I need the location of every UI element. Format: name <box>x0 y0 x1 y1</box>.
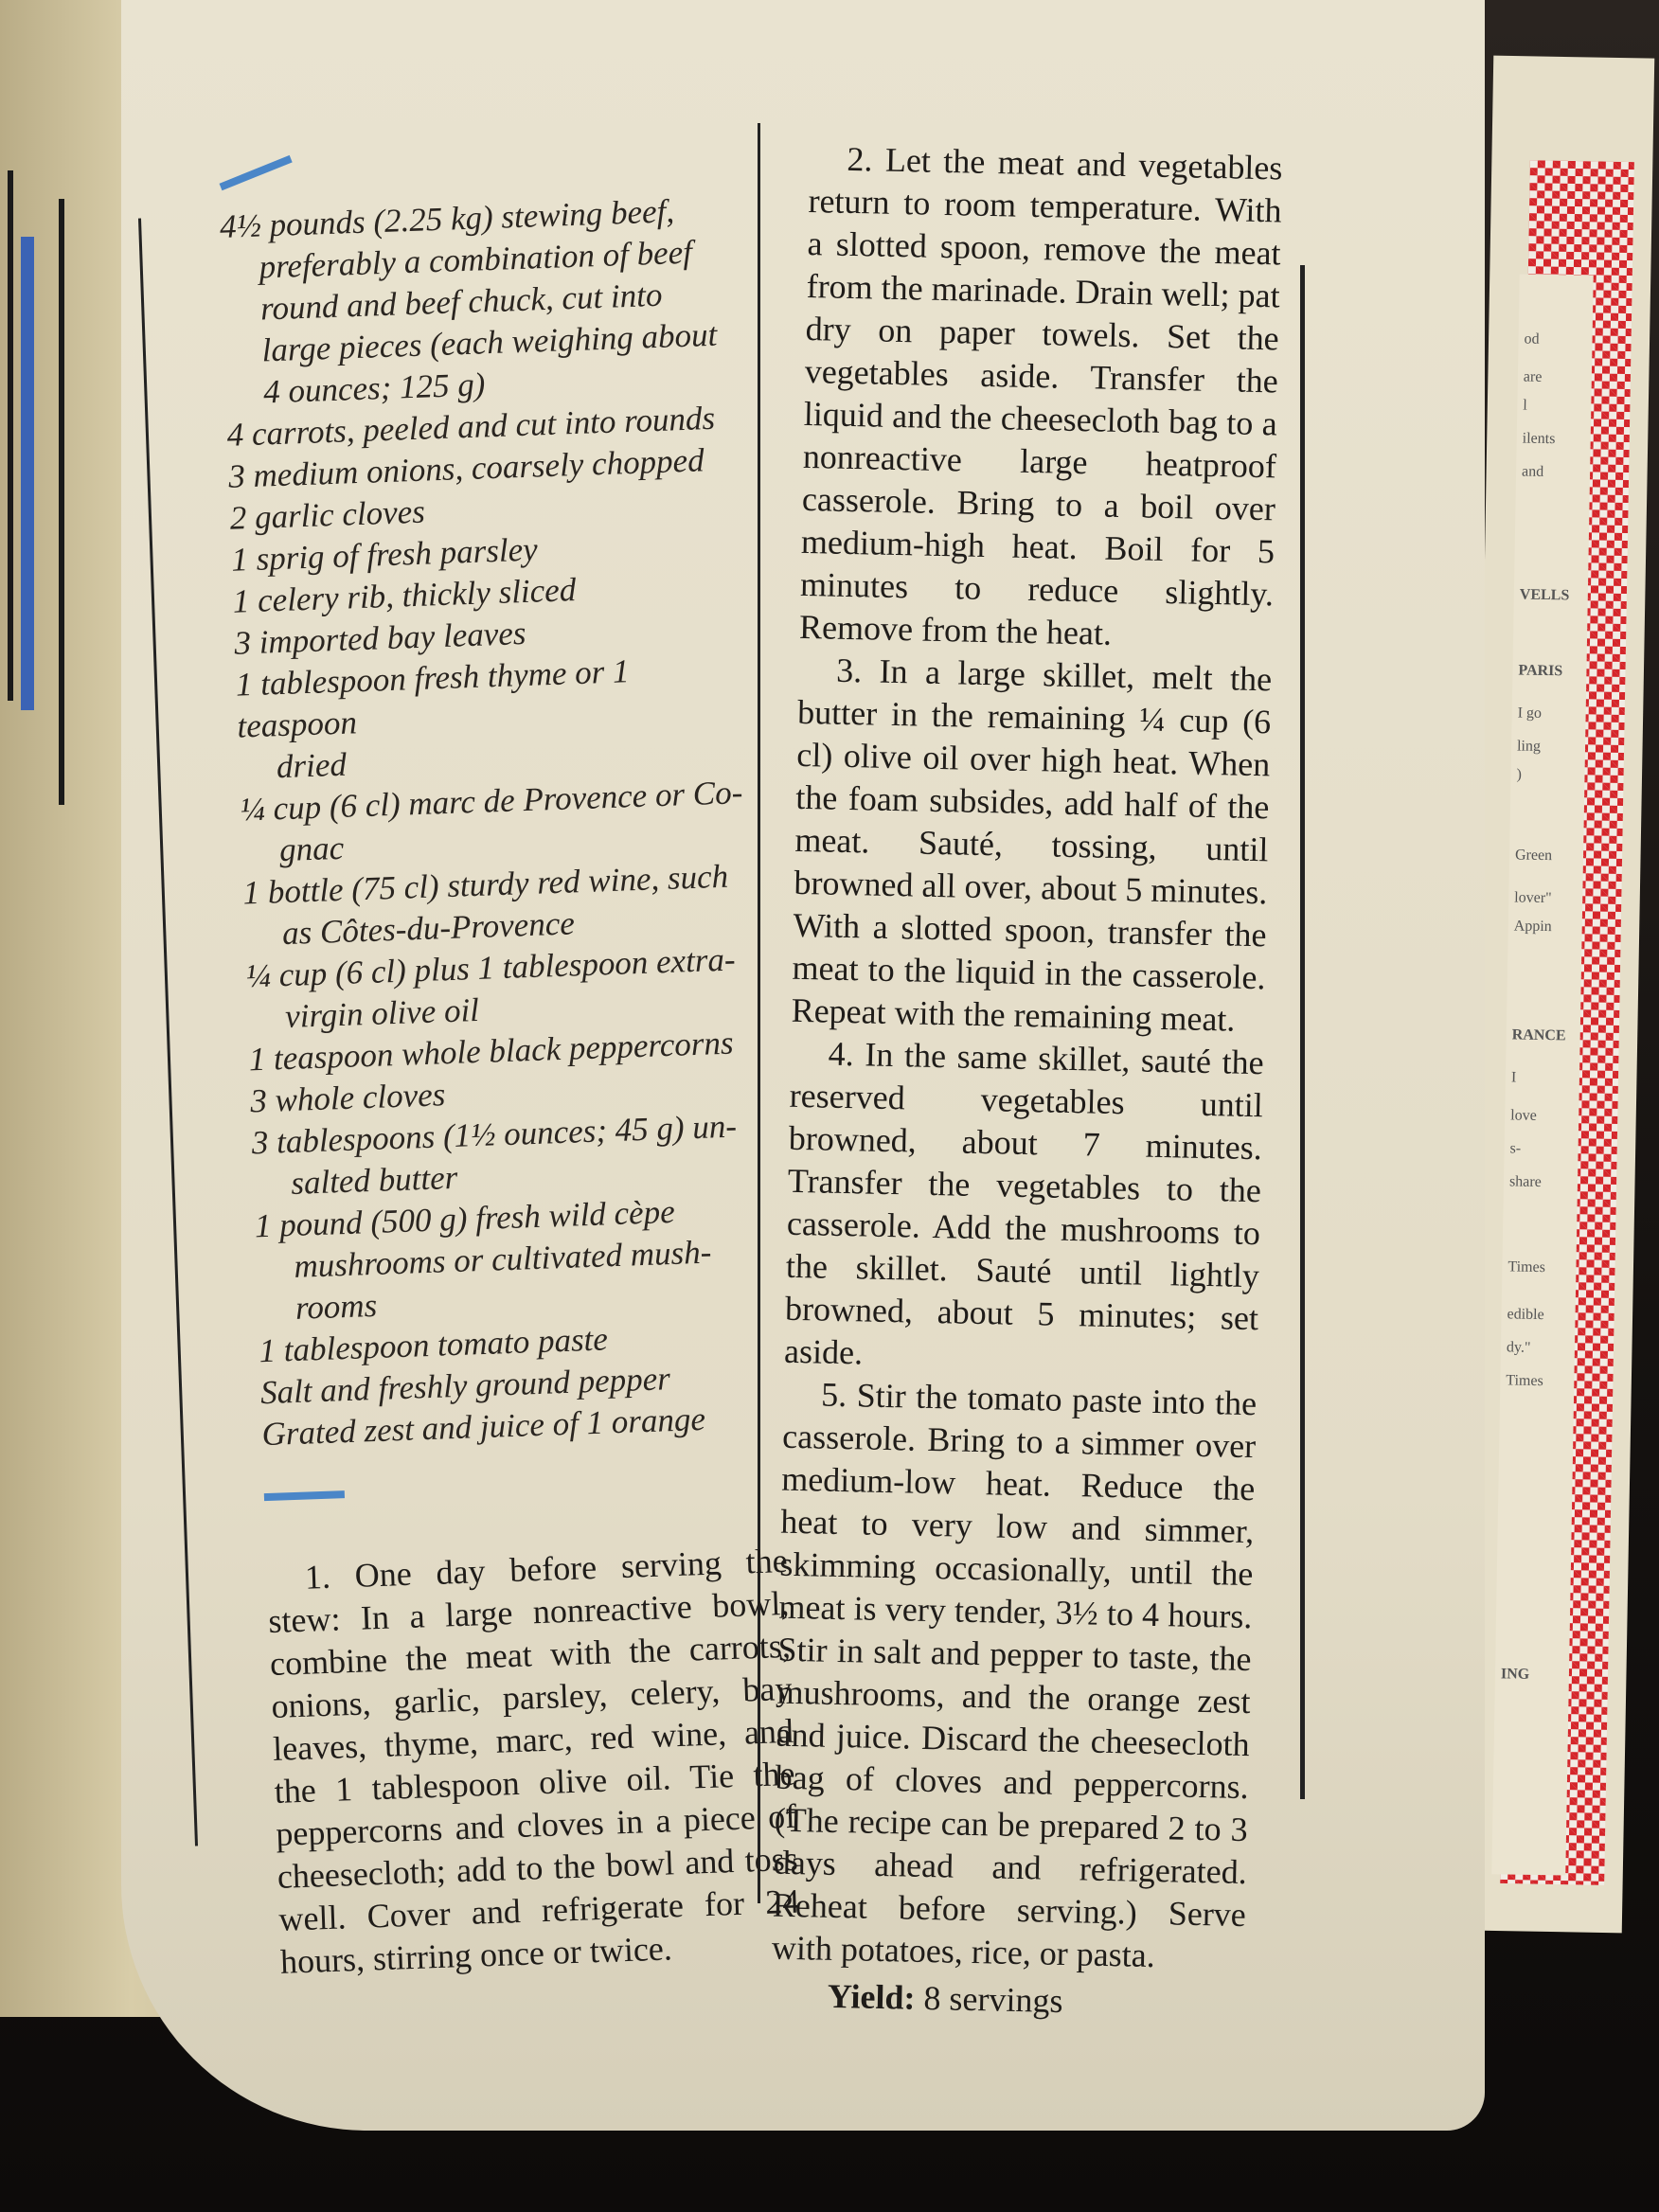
ingredient-line: 1 bottle (75 cl) sturdy red wine, such <box>241 857 729 912</box>
ingredient-line: 3 whole cloves <box>249 1076 446 1120</box>
step-4: 4. In the same skillet, sauté the reserved vegetables until browned, about 7 minutes. Transfer the vegetables to the casserole. Add the mushrooms to the skillet. Sauté until lightly browned, about 5 minutes; set aside. <box>783 1034 1265 1372</box>
yield-label: Yield: <box>827 1976 916 2017</box>
ingredient-continuation: gnac <box>278 829 345 869</box>
neighbor-fragment: PARIS <box>1518 662 1563 680</box>
neighbor-fragment: l <box>1523 397 1527 414</box>
ingredient-continuation: dried <box>276 745 348 786</box>
neighbor-fragment: od <box>1524 330 1540 348</box>
ingredient-continuation: as Côtes-du-Provence <box>281 904 576 953</box>
neighbor-fragment: Times <box>1507 1258 1546 1276</box>
yield-value: 8 servings <box>923 1978 1063 2021</box>
ingredient-line: 1 tablespoon tomato paste <box>258 1320 609 1370</box>
neighbor-fragment: ) <box>1516 766 1523 783</box>
page-rule <box>8 170 13 701</box>
ingredient-continuation: 4 ounces; 125 g) <box>262 366 486 411</box>
ingredient-continuation: round and beef chuck, cut into <box>259 276 663 328</box>
neighbor-fragment: Appin <box>1513 918 1552 936</box>
neighbor-fragment: VELLS <box>1519 586 1570 604</box>
ingredient-list <box>219 188 783 1455</box>
neighbor-fragment: and <box>1521 463 1544 480</box>
neighbor-fragment: RANCE <box>1511 1026 1566 1044</box>
ingredient-continuation: large pieces (each weighing about <box>260 315 718 369</box>
ingredient-line: 1 teaspoon whole black peppercorns <box>248 1024 735 1079</box>
neighbor-fragment: ING <box>1500 1666 1530 1683</box>
right-border-rule <box>1300 265 1305 1799</box>
ingredient-line: 1 celery rib, thickly sliced <box>232 571 577 620</box>
ingredient-line: 3 imported bay leaves <box>233 614 527 662</box>
left-border-rule <box>138 218 198 1846</box>
neighbor-fragment: edible <box>1507 1306 1544 1324</box>
neighbor-fragment: I <box>1510 1069 1517 1086</box>
ingredient-line: 1 pound (500 g) fresh wild cèpe <box>254 1192 676 1245</box>
ingredient-continuation: virgin olive oil <box>284 990 480 1036</box>
ingredient-line: ¼ cup (6 cl) marc de Provence or Co- <box>239 774 743 829</box>
step-2: 2. Let the meat and vegetables return to room temperature. With a slotted spoon, remove the meat from the marinade. Drain well; pat dry on paper towels. Set the vegetables aside. Transfer the liquid and the cheesecloth bag to a nonreactive large heatproof casserole. Bring to a boil over medium-high heat. Boil for 5 minutes to reduce slightly. Remove from the heat. <box>798 139 1283 652</box>
ingredient-continuation: salted butter <box>290 1158 458 1202</box>
blue-rule <box>21 237 34 710</box>
neighbor-fragment: s- <box>1509 1140 1522 1157</box>
ingredient-line: 3 tablespoons (1½ ounces; 45 g) un- <box>251 1107 738 1162</box>
ingredient-line: 4 carrots, peeled and cut into rounds <box>226 399 716 454</box>
neighbor-fragment: Green <box>1514 847 1553 865</box>
step-3: 3. In a large skillet, melt the butter in the remaining ¼ cup (6 cl) olive oil over high heat. When the foam subsides, add half of the meat. Sauté, tossing, until browned all over, about 5 minutes. With a slotted spoon, transfer the meat to the liquid in the casserole. Repeat with the remaining meat. <box>791 651 1273 1039</box>
neighbor-fragment: ling <box>1516 738 1542 755</box>
ingredient-line: Grated zest and juice of 1 orange <box>260 1400 706 1454</box>
ingredient-line: 1 tablespoon fresh thyme or 1 teaspoon <box>235 652 631 745</box>
step-5: 5. Stir the tomato paste into the casserole. Bring to a simmer over medium-low heat. Reduce the heat to very low and simmer, skimming occasionally, until the meat is very tender, 3½ to 4 hours. Stir in salt and pepper to taste, the mushrooms, and the orange zest and juice. Discard the cheesecloth bag of cloves and peppercorns. (The recipe can be prepared 2 to 3 days ahead and refrigerated. Reheat before serving.) Serve with potatoes, rice, or pasta. <box>771 1375 1258 1975</box>
neighbor-fragment: Times <box>1506 1372 1543 1390</box>
step-1: 1. One day before serving the stew: In a large nonreactive bowl, combine the meat with the carrots, onions, garlic, parsley, celery, bay leaves, thyme, marc, red wine, and the 1 tablespoon olive oil. Tie the peppercorns and cloves in a piece of cheesecloth; add to the bowl and toss well. Cover and refrigerate for 24 hours, stirring once or twice. <box>267 1541 800 1981</box>
section-accent-bar <box>264 1490 345 1501</box>
ingredient-line: 1 sprig of fresh parsley <box>230 530 539 579</box>
ingredient-line: 3 medium onions, coarsely chopped <box>227 441 705 495</box>
neighbor-fragment: I go <box>1517 705 1543 722</box>
ingredient-line: ¼ cup (6 cl) plus 1 tablespoon extra- <box>245 940 737 995</box>
left-column <box>218 152 802 1984</box>
neighbor-fragment: love <box>1510 1107 1537 1124</box>
page-rule <box>59 199 64 805</box>
ingredient-line: Salt and freshly ground pepper <box>259 1360 671 1412</box>
ingredient-continuation: mushrooms or cultivated mush- <box>293 1233 712 1285</box>
neighbor-fragment: dy." <box>1506 1339 1531 1356</box>
neighbor-fragment: share <box>1508 1173 1542 1190</box>
neighbor-fragment: are <box>1523 368 1543 385</box>
ingredient-line: 2 garlic cloves <box>229 492 426 537</box>
neighbor-fragment: lover" <box>1514 889 1552 907</box>
ingredient-line: 4½ pounds (2.25 kg) stewing beef, <box>219 192 675 245</box>
neighbor-fragment: ilents <box>1522 430 1556 448</box>
ingredient-continuation: rooms <box>294 1286 378 1327</box>
right-column <box>770 137 1282 2025</box>
ingredient-continuation: preferably a combination of beef <box>258 233 693 286</box>
